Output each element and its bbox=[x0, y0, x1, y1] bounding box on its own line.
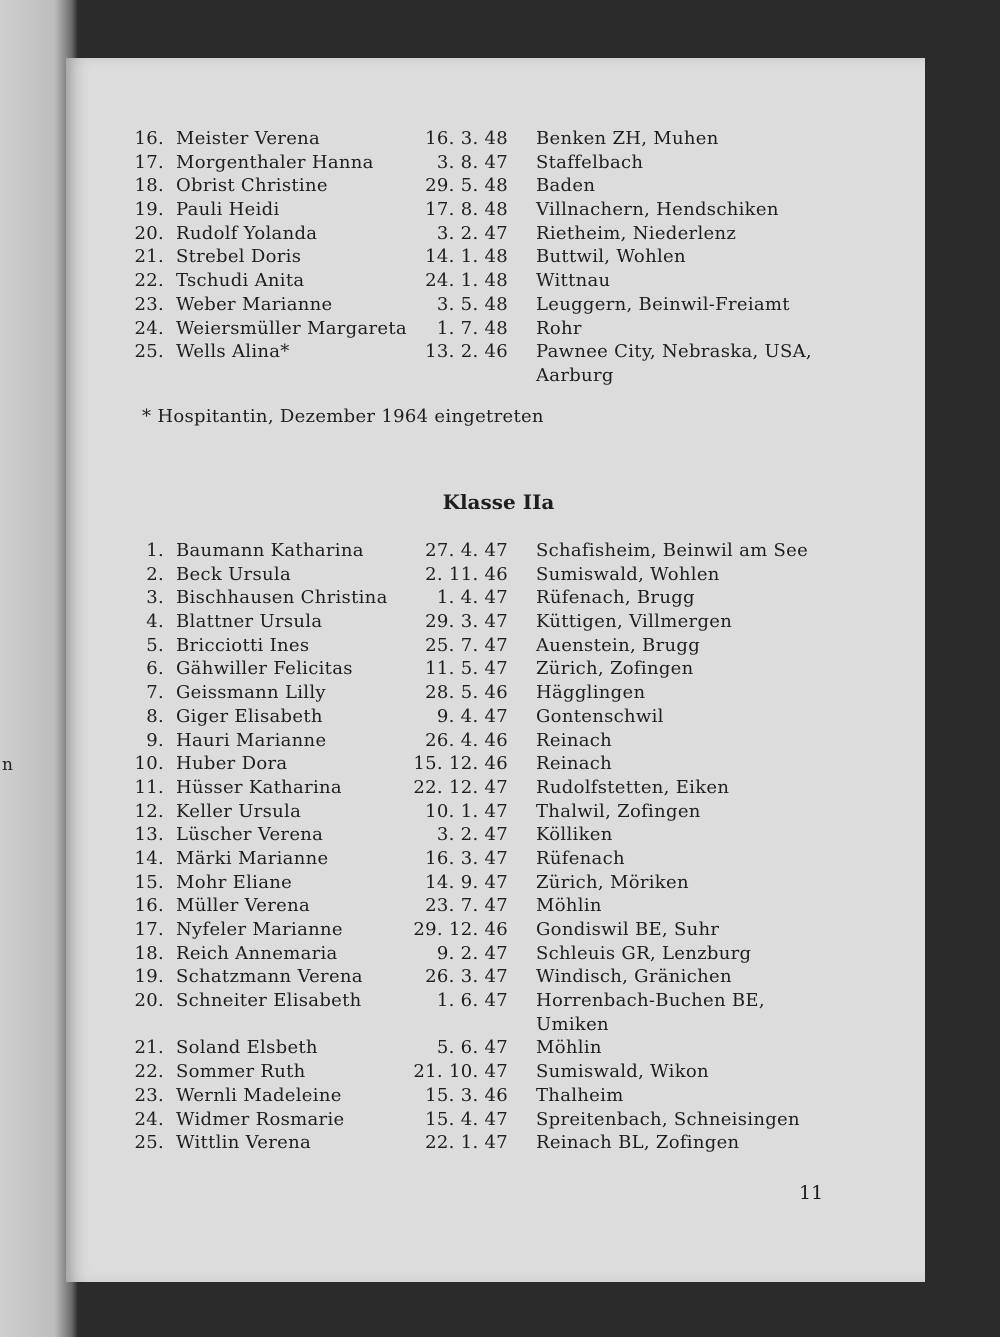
entry-number: 3. bbox=[146, 587, 164, 609]
entry-number: 23. bbox=[134, 293, 164, 315]
list-item bbox=[66, 943, 925, 967]
hometown: Leuggern, Beinwil-Freiamt bbox=[536, 293, 790, 315]
birth-date: 17. 8. 48 bbox=[425, 199, 508, 221]
list-item bbox=[66, 152, 925, 176]
list-item bbox=[66, 270, 925, 294]
list-item bbox=[66, 919, 925, 943]
student-name: Wernli Madeleine bbox=[176, 1084, 342, 1106]
hometown: Windisch, Gränichen bbox=[536, 966, 732, 988]
hometown: Reinach bbox=[536, 753, 613, 775]
list-item bbox=[66, 1132, 925, 1156]
student-name: Wittlin Verena bbox=[176, 1132, 312, 1154]
list-item bbox=[66, 1085, 925, 1109]
list-item bbox=[66, 777, 925, 801]
student-name: Baumann Katharina bbox=[176, 540, 364, 561]
entry-number: 16. bbox=[134, 895, 164, 917]
birth-date: 24. 1. 48 bbox=[425, 270, 508, 292]
entry-number: 4. bbox=[146, 611, 164, 633]
hometown: Rietheim, Niederlenz bbox=[536, 222, 737, 244]
student-name: Gähwiller Felicitas bbox=[176, 658, 353, 680]
student-name: Weiersmüller Margareta bbox=[176, 317, 407, 339]
birth-date: 2. 11. 46 bbox=[425, 563, 508, 585]
entry-number: 20. bbox=[134, 990, 164, 1012]
entry-number: 19. bbox=[134, 966, 164, 988]
entry-number: 18. bbox=[134, 942, 164, 964]
student-name: Huber Dora bbox=[176, 753, 288, 775]
hometown: Wittnau bbox=[536, 270, 611, 292]
list-item bbox=[66, 848, 925, 872]
birth-date: 29. 5. 48 bbox=[425, 175, 508, 197]
hometown: Zürich, Zofingen bbox=[536, 658, 694, 680]
list-item bbox=[66, 824, 925, 848]
list-item bbox=[66, 658, 925, 682]
student-name: Weber Marianne bbox=[176, 293, 333, 315]
list-item bbox=[66, 611, 925, 635]
birth-date: 27. 4. 47 bbox=[425, 540, 508, 561]
student-name: Widmer Rosmarie bbox=[176, 1108, 345, 1130]
hometown: Kölliken bbox=[536, 824, 613, 846]
list-item bbox=[66, 318, 925, 342]
entry-number: 11. bbox=[134, 776, 164, 798]
student-name: Geissmann Lilly bbox=[176, 682, 326, 704]
entry-number: 24. bbox=[134, 317, 164, 339]
birth-date: 3. 2. 47 bbox=[436, 824, 508, 846]
student-name: Beck Ursula bbox=[176, 563, 291, 585]
hometown: Auenstein, Brugg bbox=[536, 634, 701, 656]
hometown: Benken ZH, Muhen bbox=[536, 128, 719, 149]
hometown: Pawnee City, Nebraska, USA, bbox=[536, 341, 812, 363]
entry-number: 23. bbox=[134, 1084, 164, 1106]
list-item bbox=[66, 223, 925, 247]
hometown: Schleuis GR, Lenzburg bbox=[536, 942, 752, 964]
hometown-continued: Umiken bbox=[536, 1013, 609, 1035]
birth-date: 15. 3. 46 bbox=[425, 1084, 508, 1106]
student-name: Morgenthaler Hanna bbox=[176, 151, 374, 173]
footnote: * Hospitantin, Dezember 1964 eingetreten bbox=[142, 406, 544, 427]
list-item bbox=[66, 801, 925, 825]
student-name: Pauli Heidi bbox=[176, 199, 280, 221]
student-name: Blattner Ursula bbox=[176, 611, 323, 633]
list-item bbox=[66, 753, 925, 777]
birth-date: 16. 3. 47 bbox=[425, 847, 508, 869]
birth-date: 9. 2. 47 bbox=[436, 942, 508, 964]
entry-number: 25. bbox=[134, 341, 164, 363]
birth-date: 23. 7. 47 bbox=[425, 895, 508, 917]
hometown: Rudolfstetten, Eiken bbox=[536, 776, 730, 798]
entry-number: 22. bbox=[134, 1061, 164, 1083]
student-name: Reich Annemaria bbox=[176, 942, 338, 964]
hometown: Rüfenach, Brugg bbox=[536, 587, 695, 609]
hometown: Möhlin bbox=[536, 1037, 602, 1059]
entry-number: 22. bbox=[134, 270, 164, 292]
entry-number: 24. bbox=[134, 1108, 164, 1130]
student-name: Müller Verena bbox=[176, 895, 310, 917]
list-item bbox=[66, 966, 925, 990]
entry-number: 8. bbox=[146, 705, 164, 727]
entry-number: 18. bbox=[134, 175, 164, 197]
student-name: Wells Alina* bbox=[176, 341, 290, 363]
student-name: Keller Ursula bbox=[176, 800, 302, 822]
birth-date: 13. 2. 46 bbox=[425, 341, 508, 363]
student-name: Bischhausen Christina bbox=[176, 587, 388, 609]
student-name: Lüscher Verena bbox=[176, 824, 324, 846]
birth-date: 14. 9. 47 bbox=[425, 871, 508, 893]
birth-date: 16. 3. 48 bbox=[425, 128, 508, 149]
hometown: Buttwil, Wohlen bbox=[536, 246, 686, 268]
hometown: Baden bbox=[536, 175, 596, 197]
entry-number: 1. bbox=[146, 540, 164, 561]
birth-date: 9. 4. 47 bbox=[436, 705, 508, 727]
birth-date: 3. 5. 48 bbox=[436, 293, 508, 315]
list-item bbox=[66, 199, 925, 223]
entry-number: 5. bbox=[146, 634, 164, 656]
student-list-class-iia bbox=[66, 540, 925, 1156]
student-name: Schatzmann Verena bbox=[176, 966, 363, 988]
list-item bbox=[66, 1061, 925, 1085]
student-name: Obrist Christine bbox=[176, 175, 328, 197]
entry-number: 25. bbox=[134, 1132, 164, 1154]
entry-number: 17. bbox=[134, 919, 164, 940]
list-item bbox=[66, 682, 925, 706]
birth-date: 15. 12. 46 bbox=[413, 753, 508, 775]
list-item bbox=[66, 175, 925, 199]
entry-number: 12. bbox=[134, 800, 164, 822]
entry-number: 20. bbox=[134, 222, 164, 244]
student-name: Nyfeler Marianne bbox=[176, 919, 343, 940]
birth-date: 25. 7. 47 bbox=[425, 634, 508, 656]
birth-date: 11. 5. 47 bbox=[425, 658, 508, 680]
birth-date: 22. 12. 47 bbox=[413, 776, 508, 798]
entry-number: 13. bbox=[134, 824, 164, 846]
hometown: Gondiswil BE, Suhr bbox=[536, 919, 720, 940]
student-name: Schneiter Elisabeth bbox=[176, 990, 362, 1012]
student-list-continued bbox=[66, 128, 925, 389]
entry-number: 9. bbox=[146, 729, 164, 751]
list-item bbox=[66, 1037, 925, 1061]
birth-date: 28. 5. 46 bbox=[425, 682, 508, 704]
student-name: Sommer Ruth bbox=[176, 1061, 306, 1083]
hometown: Rohr bbox=[536, 317, 582, 339]
birth-date: 26. 3. 47 bbox=[425, 966, 508, 988]
hometown: Zürich, Möriken bbox=[536, 871, 689, 893]
hometown: Rüfenach bbox=[536, 847, 625, 869]
student-name: Mohr Eliane bbox=[176, 871, 293, 893]
birth-date: 21. 10. 47 bbox=[413, 1061, 508, 1083]
hometown: Hägglingen bbox=[536, 682, 646, 704]
list-item bbox=[66, 706, 925, 730]
student-name: Bricciotti Ines bbox=[176, 634, 310, 656]
student-name: Meister Verena bbox=[176, 128, 321, 149]
list-item bbox=[66, 540, 925, 564]
hometown: Sumiswald, Wohlen bbox=[536, 563, 720, 585]
list-item bbox=[66, 895, 925, 919]
birth-date: 1. 7. 48 bbox=[436, 317, 508, 339]
hometown: Sumiswald, Wikon bbox=[536, 1061, 709, 1083]
page-number: 11 bbox=[799, 1182, 824, 1204]
entry-number: 16. bbox=[134, 128, 164, 149]
student-name: Märki Marianne bbox=[176, 847, 329, 869]
birth-date: 14. 1. 48 bbox=[425, 246, 508, 268]
birth-date: 29. 3. 47 bbox=[425, 611, 508, 633]
list-item bbox=[66, 128, 925, 152]
hometown: Gontenschwil bbox=[536, 705, 664, 727]
entry-number: 6. bbox=[146, 658, 164, 680]
document-page bbox=[66, 58, 925, 1282]
student-name: Tschudi Anita bbox=[176, 270, 305, 292]
entry-number: 19. bbox=[134, 199, 164, 221]
hometown: Möhlin bbox=[536, 895, 602, 917]
hometown: Reinach BL, Zofingen bbox=[536, 1132, 740, 1154]
list-item bbox=[66, 246, 925, 270]
student-name: Rudolf Yolanda bbox=[176, 222, 318, 244]
birth-date: 15. 4. 47 bbox=[425, 1108, 508, 1130]
birth-date: 29. 12. 46 bbox=[413, 919, 508, 940]
hometown: Reinach bbox=[536, 729, 613, 751]
list-item bbox=[66, 635, 925, 659]
entry-number: 7. bbox=[146, 682, 164, 704]
hometown-continued: Aarburg bbox=[536, 364, 614, 386]
entry-number: 2. bbox=[146, 563, 164, 585]
entry-number: 10. bbox=[134, 753, 164, 775]
hometown: Schafisheim, Beinwil am See bbox=[536, 540, 809, 561]
birth-date: 3. 2. 47 bbox=[436, 222, 508, 244]
list-item bbox=[66, 872, 925, 896]
list-item bbox=[66, 294, 925, 318]
birth-date: 3. 8. 47 bbox=[436, 151, 508, 173]
student-name: Soland Elsbeth bbox=[176, 1037, 318, 1059]
student-name: Hauri Marianne bbox=[176, 729, 327, 751]
hometown: Thalheim bbox=[536, 1084, 624, 1106]
birth-date: 22. 1. 47 bbox=[425, 1132, 508, 1154]
entry-number: 17. bbox=[134, 151, 164, 173]
birth-date: 1. 4. 47 bbox=[436, 587, 508, 609]
birth-date: 1. 6. 47 bbox=[436, 990, 508, 1012]
entry-number: 21. bbox=[134, 246, 164, 268]
class-heading: Klasse IIa bbox=[442, 490, 555, 514]
hometown: Staffelbach bbox=[536, 151, 644, 173]
list-item bbox=[66, 730, 925, 754]
list-item bbox=[66, 564, 925, 588]
facing-page-letter: n bbox=[2, 755, 13, 775]
student-name: Hüsser Katharina bbox=[176, 776, 342, 798]
entry-number: 15. bbox=[134, 871, 164, 893]
student-name: Giger Elisabeth bbox=[176, 705, 323, 727]
list-item bbox=[66, 587, 925, 611]
hometown: Villnachern, Hendschiken bbox=[536, 199, 779, 221]
hometown: Spreitenbach, Schneisingen bbox=[536, 1108, 800, 1130]
list-item bbox=[66, 990, 925, 1037]
birth-date: 10. 1. 47 bbox=[425, 800, 508, 822]
list-item bbox=[66, 341, 925, 388]
hometown: Küttigen, Villmergen bbox=[536, 611, 733, 633]
student-name: Strebel Doris bbox=[176, 246, 302, 268]
birth-date: 26. 4. 46 bbox=[425, 729, 508, 751]
birth-date: 5. 6. 47 bbox=[436, 1037, 508, 1059]
list-item bbox=[66, 1109, 925, 1133]
hometown: Horrenbach-Buchen BE, bbox=[536, 990, 765, 1012]
hometown: Thalwil, Zofingen bbox=[536, 800, 701, 822]
entry-number: 21. bbox=[134, 1037, 164, 1059]
entry-number: 14. bbox=[134, 847, 164, 869]
